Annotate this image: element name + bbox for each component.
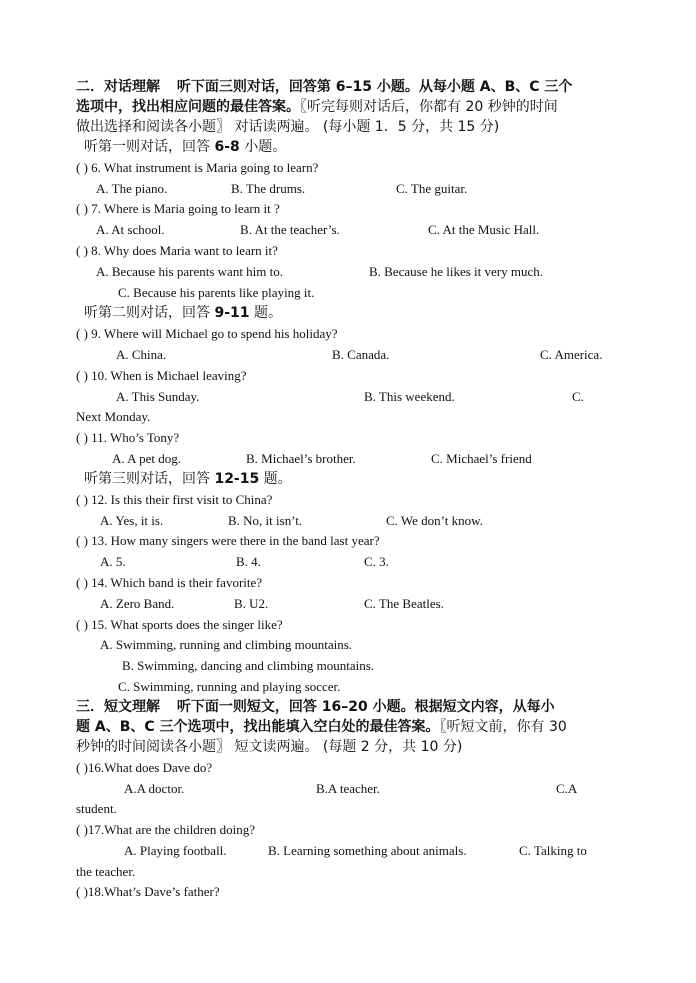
q6-stem: ( ) 6. What instrument is Maria going to learn? (76, 160, 319, 175)
section3-header-line2 (76, 718, 567, 736)
q6-option-c[interactable]: C. The guitar. (396, 181, 468, 196)
q15-option-c[interactable]: C. Swimming, running and playing soccer. (118, 679, 341, 694)
dialog2-pre: 听第二则对话，回答 (84, 305, 215, 321)
section2-instruction-note: 〖听完每则对话后，你都有 20 秒钟的时间 (300, 99, 558, 115)
section3-instruction-note: 〖听短文前，你有 30 (439, 719, 567, 735)
section2-instruction: 听下面三则对话，回答第 6–15 小题。从每小题 A、B、C 三个 (176, 79, 573, 95)
dialog3-pre: 听第三则对话，回答 (84, 471, 215, 487)
q18-stem: ( )18.What’s Dave’s father? (76, 884, 220, 899)
q7-option-a[interactable]: A. At school. (96, 222, 165, 237)
q17-option-c-text[interactable]: the teacher. (76, 864, 136, 879)
q7-stem: ( ) 7. Where is Maria going to learn it ? (76, 201, 280, 216)
q10-stem: ( ) 10. When is Michael leaving? (76, 368, 247, 383)
q10-option-a[interactable]: A. This Sunday. (116, 389, 200, 404)
dialog1-pre: 听第一则对话，回答 (84, 139, 215, 155)
q11-option-b[interactable]: B. Michael’s brother. (246, 451, 356, 466)
dialog2-range: 9-11 (214, 305, 250, 321)
q17-option-a[interactable]: A. Playing football. (124, 843, 227, 858)
q11-stem: ( ) 11. Who’s Tony? (76, 430, 180, 445)
dialog3-post: 题。 (259, 471, 292, 487)
q13-stem: ( ) 13. How many singers were there in the band last year? (76, 533, 380, 548)
section3-instruction: 听下面一则短文，回答 16–20 小题。根据短文内容，从每小 (176, 699, 555, 715)
q8-option-c[interactable]: C. Because his parents like playing it. (118, 285, 315, 300)
q16-option-b[interactable]: B.A teacher. (316, 781, 380, 796)
section2-title: 二．对话理解 (76, 79, 160, 95)
q10-option-c-text[interactable]: Next Monday. (76, 409, 151, 424)
q13-option-b[interactable]: B. 4. (236, 554, 261, 569)
q12-option-b[interactable]: B. No, it isn’t. (228, 513, 303, 528)
section2-header-line2 (76, 98, 558, 116)
section2-header-line3: 做出选择和阅读各小题〗 对话读两遍。 (每小题 1．5 分，共 15 分) (76, 119, 500, 135)
section3-instruction-bold: 题 A、B、C 三个选项中，找出能填入空白处的最佳答案。 (76, 719, 440, 735)
q15-stem: ( ) 15. What sports does the singer like? (76, 617, 283, 632)
q16-option-c-label[interactable]: C.A (556, 781, 578, 796)
q16-option-a[interactable]: A.A doctor. (124, 781, 185, 796)
q8-option-a[interactable]: A. Because his parents want him to. (96, 264, 284, 279)
q12-stem: ( ) 12. Is this their first visit to China? (76, 492, 273, 507)
q16-option-c-text[interactable]: student. (76, 801, 117, 816)
q9-stem: ( ) 9. Where will Michael go to spend his holiday? (76, 326, 338, 341)
q14-option-c[interactable]: C. The Beatles. (364, 596, 444, 611)
q7-option-c[interactable]: C. At the Music Hall. (428, 222, 540, 237)
dialog3-range: 12-15 (214, 471, 260, 487)
q17-option-c-label[interactable]: C. Talking to (519, 843, 587, 858)
q12-option-c[interactable]: C. We don’t know. (386, 513, 483, 528)
q15-option-a[interactable]: A. Swimming, running and climbing mountains. (100, 637, 353, 652)
q9-option-c[interactable]: C. America. (540, 347, 603, 362)
dialog2-heading (84, 304, 282, 322)
dialog1-heading (84, 138, 286, 156)
section3-header-line1 (76, 698, 555, 716)
dialog1-range: 6-8 (214, 139, 240, 155)
dialog3-heading (84, 470, 292, 488)
dialog1-post: 小题。 (239, 139, 287, 155)
q6-option-a[interactable]: A. The piano. (96, 181, 168, 196)
section3-title: 三．短文理解 (76, 699, 160, 715)
q8-option-b[interactable]: B. Because he likes it very much. (369, 264, 544, 279)
dialog2-post: 题。 (249, 305, 282, 321)
q13-option-a[interactable]: A. 5. (100, 554, 126, 569)
section3-header-line3: 秒钟的时间阅读各小题〗 短文读两遍。 (每题 2 分，共 10 分) (76, 739, 463, 755)
q16-stem: ( )16.What does Dave do? (76, 760, 213, 775)
q11-option-a[interactable]: A. A pet dog. (112, 451, 181, 466)
q13-option-c[interactable]: C. 3. (364, 554, 389, 569)
q14-option-a[interactable]: A. Zero Band. (100, 596, 175, 611)
q15-option-b[interactable]: B. Swimming, dancing and climbing mountains. (122, 658, 375, 673)
q9-option-a[interactable]: A. China. (116, 347, 167, 362)
q10-option-c-label[interactable]: C. (572, 389, 584, 404)
section2-header-line1 (76, 78, 572, 96)
q7-option-b[interactable]: B. At the teacher’s. (240, 222, 340, 237)
q9-option-b[interactable]: B. Canada. (332, 347, 390, 362)
q6-option-b[interactable]: B. The drums. (231, 181, 306, 196)
q8-stem: ( ) 8. Why does Maria want to learn it? (76, 243, 278, 258)
section2-instruction-bold: 选项中，找出相应问题的最佳答案。 (76, 99, 300, 115)
q14-option-b[interactable]: B. U2. (234, 596, 269, 611)
q10-option-b[interactable]: B. This weekend. (364, 389, 455, 404)
q14-stem: ( ) 14. Which band is their favorite? (76, 575, 263, 590)
q12-option-a[interactable]: A. Yes, it is. (100, 513, 164, 528)
q11-option-c[interactable]: C. Michael’s friend (431, 451, 532, 466)
q17-stem: ( )17.What are the children doing? (76, 822, 256, 837)
q17-option-b[interactable]: B. Learning something about animals. (268, 843, 467, 858)
